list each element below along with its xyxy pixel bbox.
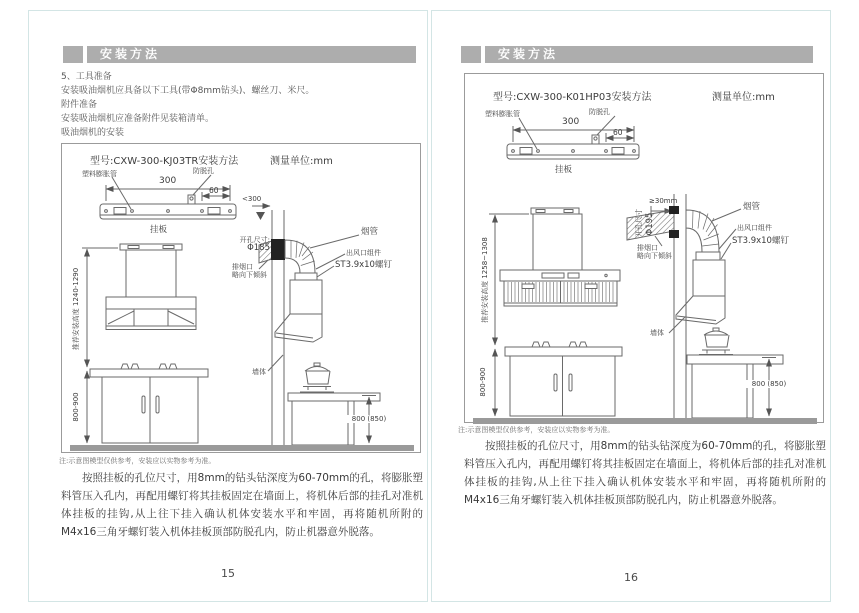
installation-drawing [62, 144, 422, 454]
dim-60: 60 [209, 186, 219, 195]
model-title: 型号:CXW-300-K01HP03安装方法 [493, 92, 652, 103]
prep-line: 5、工具准备 [61, 72, 112, 82]
page-15 [28, 10, 428, 602]
label-smoke-pipe: 烟管 [361, 227, 379, 237]
dim-800-850: 800 (850) [345, 415, 393, 423]
dim-800-900: 800-900 [479, 367, 487, 397]
header-square [461, 46, 481, 63]
label-screw: ST3.9x10螺钉 [732, 236, 789, 246]
floor-bar [70, 445, 414, 451]
tool-prep-text [61, 70, 314, 140]
plate-caption: 挂板 [150, 225, 168, 235]
label-plastic-anchor: 塑料膨胀管 [82, 170, 117, 178]
plate-caption: 挂板 [555, 165, 573, 175]
dim-800-900: 800-900 [72, 392, 80, 422]
label-hole-diameter: Φ185 [247, 243, 270, 253]
section-header-bar [87, 46, 416, 63]
dim-800-850: 800 (850) [745, 380, 793, 388]
header-square [63, 46, 83, 63]
page-16 [431, 10, 831, 602]
diagram-note: 注:示意图模型仅供参考，安装应以实物参考为准。 [59, 457, 216, 465]
label-install-height: 推荐安装高度 1240-1290 [72, 267, 80, 351]
dim-300: 300 [562, 117, 580, 127]
hood-front-view [82, 244, 208, 443]
label-wall: 墙体 [252, 368, 266, 376]
label-outlet-assembly: 出风口组件 [346, 249, 381, 257]
label-wall-gap: <300 [242, 195, 262, 203]
install-paragraph: 按照挂板的孔位尺寸，用8mm的钻头钻深度为60-70mm的孔，将膨胀塑料管压入孔内，再配用螺钉将其挂板固定在墙面上，将机体后部的挂孔对准机体挂板的挂钩,从上往下挂入确认机体安装水平和牢固，再将随机所附的M4x16三角牙螺钉装入机体挂板顶部防脱孔内，防止机器意外脱落。 [61, 472, 423, 538]
unit-label: 测量单位:mm [712, 92, 775, 103]
label-hole-size: 开孔尺寸 [635, 209, 643, 237]
page-number: 15 [221, 567, 235, 580]
install-paragraph: 按照挂板的孔位尺寸，用8mm的钻头钻深度为60-70mm的孔，将膨胀塑料管压入孔内，再配用螺钉将其挂板固定在墙面上，将机体后部的挂孔对准机体挂板的挂钩,从上往下挂入确认机体安装水平和牢固，再将随机所附的M4x16三角牙螺钉装入机体挂板顶部防脱孔内，防止机器意外脱落。 [464, 440, 826, 506]
label-install-height: 推荐安装高度 1258~1308 [481, 237, 489, 323]
label-wall-gap: ≥30mm [649, 197, 678, 205]
dim-300: 300 [159, 176, 177, 186]
page-number: 16 [624, 571, 638, 584]
prep-line: 安装吸油烟机应具备以下工具(带Φ8mm钻头)、螺丝刀、米尺。 [61, 86, 315, 96]
prep-line: 安装吸油烟机应准备附件见装箱清单。 [61, 114, 215, 124]
floor-bar [473, 418, 817, 424]
prep-line: 附件准备 [61, 100, 98, 110]
label-hole-size: 开孔尺寸: [239, 236, 270, 244]
label-outlet-tilt-2: 略向下倾斜 [637, 252, 672, 260]
model-title: 型号:CXW-300-KJ03TR安装方法 [90, 156, 239, 167]
diagram-box-kj03tr [61, 143, 421, 453]
hood-front-view [489, 208, 622, 416]
dim-60: 60 [613, 128, 623, 137]
diagram-box-k01hp03 [464, 73, 824, 423]
unit-label: 测量单位:mm [270, 156, 333, 167]
diagram-note: 注:示意图模型仅供参考，安装应以实物参考为准。 [458, 426, 615, 434]
label-anti-drop-hole: 防脱孔 [193, 167, 214, 175]
label-outlet-tilt-1: 排烟口 [232, 263, 253, 271]
label-outlet-tilt-2: 略向下倾斜 [232, 271, 267, 279]
label-outlet-assembly: 出风口组件 [737, 224, 772, 232]
label-smoke-pipe: 烟管 [743, 202, 761, 212]
label-anti-drop-hole: 防脱孔 [589, 108, 610, 116]
prep-line: 吸油烟机的安装 [61, 128, 125, 138]
label-hole-diameter: Φ195 [645, 212, 655, 236]
label-wall: 墙体 [650, 329, 664, 337]
section-header-bar [485, 46, 813, 63]
section-header-title: 安装方法 [498, 47, 559, 61]
section-header-title: 安装方法 [100, 47, 161, 61]
label-outlet-tilt-1: 排烟口 [637, 244, 658, 252]
label-plastic-anchor: 塑料膨胀管 [485, 110, 520, 118]
label-screw: ST3.9x10螺钉 [335, 260, 392, 270]
